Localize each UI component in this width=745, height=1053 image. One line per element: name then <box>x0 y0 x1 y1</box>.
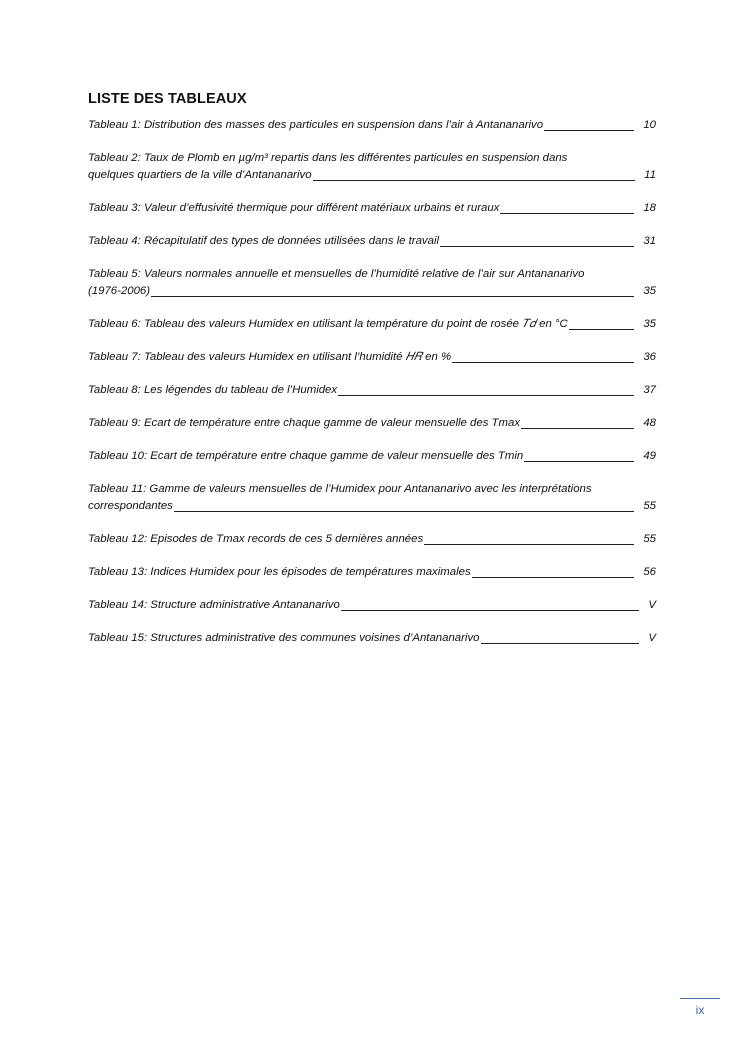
leader-line <box>424 544 634 545</box>
leader-line <box>521 428 634 429</box>
entry-text: Tableau 12: Episodes de Tmax records de ces 5 dernières années <box>88 533 424 545</box>
toc-entry[interactable] <box>88 233 656 250</box>
leader-line <box>500 213 634 214</box>
toc-entry[interactable] <box>88 531 656 548</box>
entry-page: 35 <box>643 318 656 330</box>
entry-page: 36 <box>643 351 656 363</box>
table-list <box>88 117 656 663</box>
entry-text: quelques quartiers de la ville d’Antananarivo <box>88 169 312 181</box>
entry-page: 55 <box>643 500 656 512</box>
leader-line <box>338 395 634 396</box>
leader-line <box>472 577 635 578</box>
toc-entry[interactable] <box>88 266 656 300</box>
entry-text-line1: Tableau 2: Taux de Plomb en µg/m³ repartis dans les différentes particules en suspension dans <box>88 152 568 164</box>
toc-entry[interactable] <box>88 448 656 465</box>
entry-page: 11 <box>644 169 656 181</box>
page-number-label: ix <box>695 1003 705 1017</box>
entry-page: V <box>648 632 656 644</box>
entry-page: 48 <box>643 417 656 429</box>
leader-line <box>481 643 640 644</box>
leader-line <box>569 329 635 330</box>
entry-text: (1976-2006) <box>88 285 151 297</box>
entry-text-line1: Tableau 11: Gamme de valeurs mensuelles de l’Humidex pour Antananarivo avec les interprétations <box>88 483 592 495</box>
entry-text: Tableau 15: Structures administrative des communes voisines d’Antananarivo <box>88 632 480 644</box>
entry-text: Tableau 9: Ecart de température entre chaque gamme de valeur mensuelle des Tmax <box>88 417 521 429</box>
entry-text: Tableau 14: Structure administrative Antananarivo <box>88 599 340 611</box>
entry-text-line1: Tableau 5: Valeurs normales annuelle et mensuelles de l’humidité relative de l’air sur Antananarivo <box>88 268 585 280</box>
entry-page: 55 <box>643 533 656 545</box>
entry-text: Tableau 6: Tableau des valeurs Humidex en utilisant la température du point de rosée 𝑇𝑑 en °C <box>88 318 568 330</box>
leader-line <box>524 461 634 462</box>
entry-text: Tableau 1: Distribution des masses des particules en suspension dans l’air à Antananarivo <box>88 119 544 131</box>
entry-page: 37 <box>643 384 656 396</box>
leader-line <box>174 511 634 512</box>
leader-line <box>544 130 634 131</box>
entry-text: Tableau 4: Récapitulatif des types de données utilisées dans le travail <box>88 235 440 247</box>
toc-entry[interactable] <box>88 415 656 432</box>
leader-line <box>440 246 634 247</box>
toc-entry[interactable] <box>88 630 656 647</box>
toc-entry[interactable] <box>88 316 656 333</box>
toc-entry[interactable] <box>88 564 656 581</box>
entry-text: Tableau 3: Valeur d’effusivité thermique pour différent matériaux urbains et ruraux <box>88 202 500 214</box>
leader-line <box>452 362 634 363</box>
toc-entry[interactable] <box>88 382 656 399</box>
entry-page: 56 <box>643 566 656 578</box>
leader-line <box>313 180 636 181</box>
page-title: LISTE DES TABLEAUX <box>88 91 247 107</box>
entry-text: Tableau 13: Indices Humidex pour les épisodes de températures maximales <box>88 566 471 578</box>
entry-text: Tableau 10: Ecart de température entre chaque gamme de valeur mensuelle des Tmin <box>88 450 524 462</box>
entry-text: Tableau 7: Tableau des valeurs Humidex en utilisant l’humidité 𝐻𝑅 en % <box>88 351 452 363</box>
entry-page: 35 <box>643 285 656 297</box>
entry-page: V <box>648 599 656 611</box>
toc-entry[interactable] <box>88 117 656 134</box>
toc-entry[interactable] <box>88 150 656 184</box>
entry-page: 49 <box>643 450 656 462</box>
entry-text: correspondantes <box>88 500 173 512</box>
toc-entry[interactable] <box>88 597 656 614</box>
leader-line <box>341 610 640 611</box>
entry-page: 18 <box>643 202 656 214</box>
entry-page: 10 <box>643 119 656 131</box>
entry-page: 31 <box>643 235 656 247</box>
leader-line <box>151 296 634 297</box>
toc-entry[interactable] <box>88 349 656 366</box>
entry-text: Tableau 8: Les légendes du tableau de l’Humidex <box>88 384 338 396</box>
footer-rule <box>680 998 720 999</box>
toc-entry[interactable] <box>88 200 656 217</box>
toc-entry[interactable] <box>88 481 656 515</box>
page-number <box>680 1003 720 1017</box>
